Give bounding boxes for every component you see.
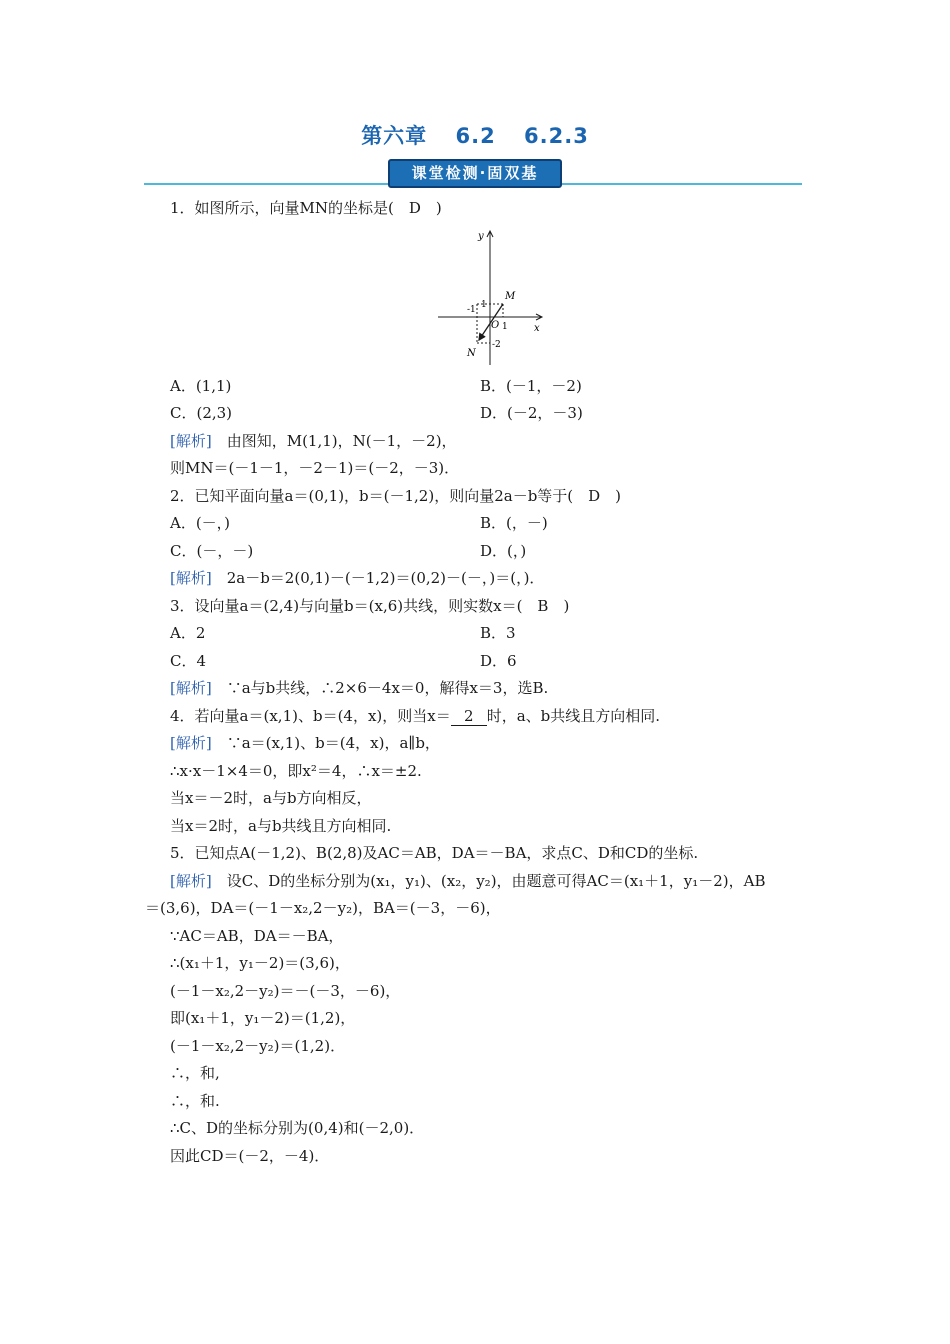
y-axis-label: y <box>478 230 484 242</box>
q4-answer-blank: 2 <box>451 707 487 726</box>
q5-analysis-6: 即(x₁＋1，y₁－2)＝(1,2)， <box>170 1009 356 1027</box>
q5-analysis-9: ∴，和. <box>170 1091 220 1110</box>
q3-analysis <box>170 675 820 703</box>
q2-analysis-text: 2a－b＝2(0,1)－(－1,2)＝(0,2)－(－，)＝(，)． <box>211 569 545 587</box>
q5-analysis-8: ∴，和, <box>170 1064 220 1082</box>
point-n-label: N <box>467 347 476 359</box>
neg-one-label: -1 <box>467 304 476 315</box>
q2-options-row-2 <box>170 538 820 566</box>
q1-analysis <box>170 428 820 456</box>
analysis-tag: [解析] <box>170 734 212 752</box>
q4-analysis <box>170 730 820 758</box>
document-body <box>145 195 820 1170</box>
q1-option-a: A．(1,1) <box>170 376 232 395</box>
q3-option-c: C．4 <box>170 651 207 670</box>
q2-option-b: B．(，－) <box>480 514 548 532</box>
analysis-tag: [解析] <box>170 871 212 890</box>
q5-stem: 5．已知点A(－1,2)、B(2,8)及AC＝AB，DA＝－BA，求点C、D和CD的坐标. <box>170 844 699 862</box>
q3-analysis-text: ∵a与b共线，∴2×6－4x＝0，解得x＝3，选B. <box>211 679 549 697</box>
q1-option-b: B．(－1，－2) <box>480 376 582 395</box>
coordinate-figure <box>430 227 550 367</box>
q1-stem: 1．如图所示，向量MN的坐标是( D ) <box>170 199 442 217</box>
q5-analysis-text: 设C、D的坐标分别为(x₁，y₁)、(x₂，y₂)，由题意可得AC＝(x₁＋1，y₁－2)，AB <box>211 871 766 890</box>
q4-analysis-text: ∵a＝(x,1)、b＝(4，x)，a∥b， <box>211 734 440 752</box>
q5-analysis-7: (－1－x₂,2－y₂)＝(1,2)． <box>170 1036 346 1055</box>
q4-stem <box>170 703 820 731</box>
q4-stem-pre: 4．若向量a＝(x,1)、b＝(4，x)，则当x＝ <box>170 706 451 725</box>
analysis-tag: [解析] <box>170 679 212 697</box>
q1-figure <box>170 223 820 373</box>
q3-option-a: A．2 <box>170 624 206 642</box>
q3-options-row-2 <box>170 648 820 676</box>
page-title <box>0 120 950 150</box>
q1-options-row-2 <box>170 400 820 428</box>
q4-analysis-3: 当x＝－2时，a与b方向相反， <box>170 789 372 807</box>
q3-options-row-1 <box>170 620 820 648</box>
q5-analysis-4: ∴(x₁＋1，y₁－2)＝(3,6)， <box>170 954 350 972</box>
q5-analysis-5: (－1－x₂,2－y₂)＝－(－3，－6)， <box>170 981 401 1000</box>
q1-analysis-text: 由图知，M(1,1)，N(－1，－2)， <box>211 431 457 450</box>
section-banner: 课堂检测·固双基 <box>388 159 562 188</box>
q2-options-row-1 <box>170 510 820 538</box>
section-label: 6.2 <box>455 124 496 148</box>
q1-option-c: C．(2,3) <box>170 404 233 422</box>
q3-option-b: B．3 <box>480 624 516 642</box>
x-one-label: 1 <box>502 321 508 332</box>
q2-option-d: D．(，) <box>480 541 527 560</box>
analysis-tag: [解析] <box>170 569 212 587</box>
neg-two-label: -2 <box>492 339 501 350</box>
origin-label: O <box>491 319 500 331</box>
subsection-label: 6.2.3 <box>524 124 589 148</box>
q5-analysis-2: ＝(3,6)，DA＝(－1－x₂,2－y₂)，BA＝(－3，－6)， <box>145 899 501 917</box>
point-m-label: M <box>505 290 516 302</box>
q3-stem: 3．设向量a＝(2,4)与向量b＝(x,6)共线，则实数x＝( B ) <box>170 596 570 615</box>
q2-option-a: A．(－，) <box>170 514 231 532</box>
q5-analysis-3: ∵AC＝AB，DA＝－BA， <box>170 926 344 945</box>
q4-stem-post: 时，a、b共线且方向相同. <box>486 706 661 725</box>
q5-analysis-11: 因此CD＝(－2，－4)． <box>170 1146 330 1165</box>
q1-option-d: D．(－2，－3) <box>480 404 583 422</box>
q2-option-c: C．(－，－) <box>170 541 254 560</box>
analysis-tag: [解析] <box>170 431 212 450</box>
q1-options-row-1 <box>170 373 820 401</box>
q5-analysis-10: ∴C、D的坐标分别为(0,4)和(－2,0)． <box>170 1119 425 1137</box>
q1-analysis-2: 则MN＝(－1－1，－2－1)＝(－2，－3)． <box>170 459 460 477</box>
q5-analysis <box>170 868 820 896</box>
x-axis-label: x <box>534 322 540 334</box>
q2-analysis <box>170 565 820 593</box>
y-one-label: 1 <box>481 299 487 310</box>
chapter-label: 第六章 <box>361 124 428 148</box>
q3-option-d: D．6 <box>480 651 517 670</box>
q4-analysis-4: 当x＝2时，a与b共线且方向相同. <box>170 816 392 835</box>
q4-analysis-2: ∴x·x－1×4＝0，即x²＝4，∴x＝±2. <box>170 761 422 780</box>
q2-stem: 2．已知平面向量a＝(0,1)，b＝(－1,2)，则向量2a－b等于( D ) <box>170 486 622 505</box>
